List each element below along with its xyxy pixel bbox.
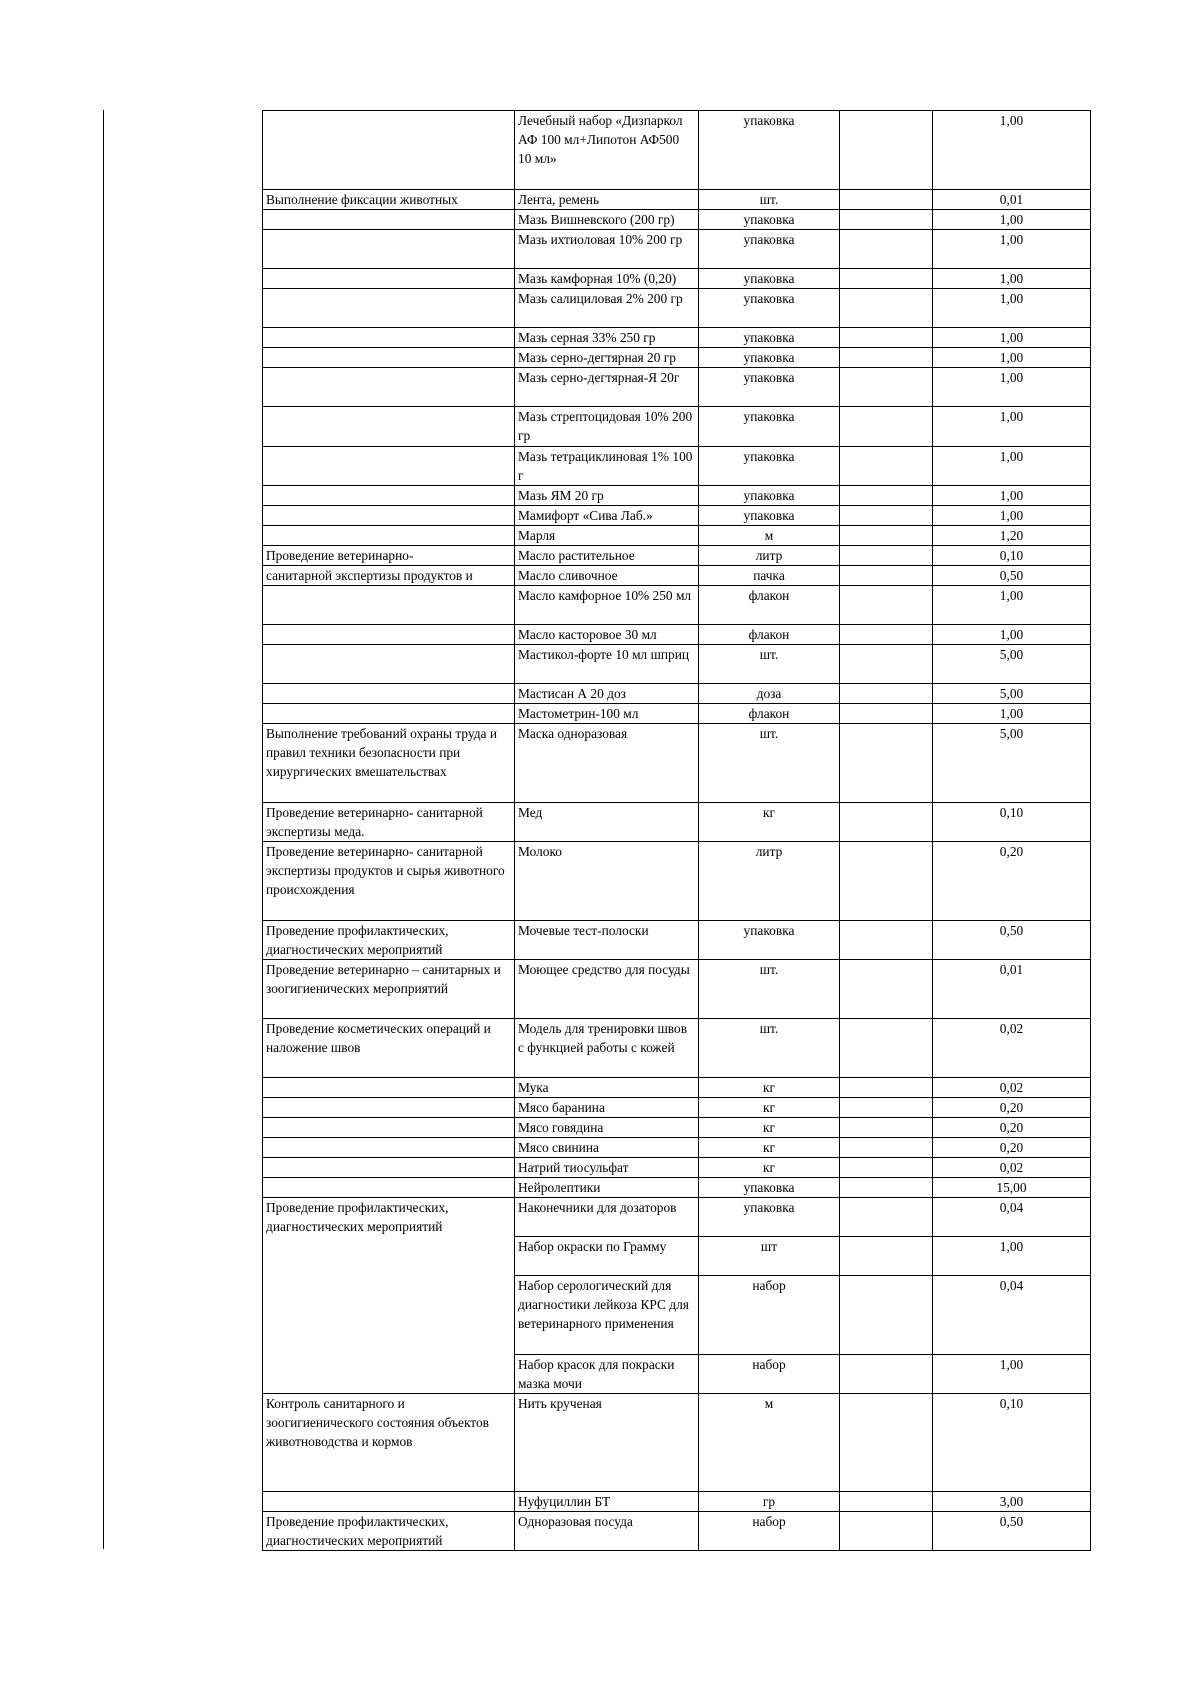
work-type-cell: Проведение ветеринарно- санитарной экспертизы меда.	[263, 803, 515, 842]
material-name-cell: Модель для тренировки швов с функцией работы с кожей	[515, 1019, 699, 1078]
unit-cell: упаковка	[699, 1198, 840, 1237]
extra-cell	[840, 368, 933, 407]
extra-cell	[840, 1019, 933, 1078]
table-row	[263, 921, 1091, 960]
table-row	[263, 1078, 1091, 1098]
extra-cell	[840, 1355, 933, 1394]
material-name-cell: Лечебный набор «Дизпаркол АФ 100 мл+Липотон АФ500 10 мл»	[515, 111, 699, 190]
material-name-cell: Набор окраски по Грамму	[515, 1237, 699, 1276]
quantity-cell: 1,00	[933, 506, 1091, 526]
work-type-cell	[263, 289, 515, 328]
work-type-cell	[263, 328, 515, 348]
material-name-cell: Мазь ЯМ 20 гр	[515, 486, 699, 506]
quantity-cell: 5,00	[933, 645, 1091, 684]
unit-cell: упаковка	[699, 921, 840, 960]
work-type-cell: Проведение профилактических, диагностических мероприятий	[263, 921, 515, 960]
material-name-cell: Мясо баранина	[515, 1098, 699, 1118]
quantity-cell: 1,00	[933, 586, 1091, 625]
table-row	[263, 328, 1091, 348]
extra-cell	[840, 506, 933, 526]
quantity-cell: 1,00	[933, 1237, 1091, 1276]
unit-cell: упаковка	[699, 506, 840, 526]
quantity-cell: 0,20	[933, 1118, 1091, 1138]
material-name-cell: Мазь Вишневского (200 гр)	[515, 210, 699, 230]
table-row	[263, 645, 1091, 684]
unit-cell: набор	[699, 1355, 840, 1394]
extra-cell	[840, 1492, 933, 1512]
extra-cell	[840, 724, 933, 803]
table-row	[263, 566, 1091, 586]
table-row	[263, 704, 1091, 724]
work-type-cell	[263, 1118, 515, 1138]
material-name-cell: Мед	[515, 803, 699, 842]
table-row	[263, 960, 1091, 1019]
extra-cell	[840, 1512, 933, 1551]
material-name-cell: Мамифорт «Сива Лаб.»	[515, 506, 699, 526]
quantity-cell: 1,00	[933, 447, 1091, 486]
material-name-cell: Мазь ихтиоловая 10% 200 гр	[515, 230, 699, 269]
material-name-cell: Масло сливочное	[515, 566, 699, 586]
quantity-cell: 3,00	[933, 1492, 1091, 1512]
quantity-cell: 0,02	[933, 1158, 1091, 1178]
work-type-cell: Проведение профилактических, диагностических мероприятий	[263, 1198, 515, 1394]
work-type-cell: Проведение ветеринарно – санитарных и зоогигиенических мероприятий	[263, 960, 515, 1019]
table-row	[263, 506, 1091, 526]
work-type-cell	[263, 368, 515, 407]
quantity-cell: 1,00	[933, 1355, 1091, 1394]
work-type-cell	[263, 111, 515, 190]
quantity-cell: 0,04	[933, 1198, 1091, 1237]
quantity-cell: 0,10	[933, 1394, 1091, 1492]
table-row	[263, 1158, 1091, 1178]
extra-cell	[840, 1276, 933, 1355]
extra-cell	[840, 645, 933, 684]
material-name-cell: Мочевые тест-полоски	[515, 921, 699, 960]
quantity-cell: 1,00	[933, 486, 1091, 506]
table-row	[263, 1492, 1091, 1512]
extra-cell	[840, 1138, 933, 1158]
extra-cell	[840, 190, 933, 210]
extra-cell	[840, 684, 933, 704]
extra-cell	[840, 230, 933, 269]
work-type-cell: Проведение профилактических, диагностических мероприятий	[263, 1512, 515, 1551]
work-type-cell	[263, 210, 515, 230]
extra-cell	[840, 526, 933, 546]
extra-cell	[840, 210, 933, 230]
unit-cell: литр	[699, 546, 840, 566]
quantity-cell: 1,00	[933, 269, 1091, 289]
material-name-cell: Мазь стрептоцидовая 10% 200 гр	[515, 407, 699, 447]
unit-cell: кг	[699, 1138, 840, 1158]
extra-cell	[840, 1178, 933, 1198]
material-name-cell: Нуфуциллин БТ	[515, 1492, 699, 1512]
material-name-cell: Масло растительное	[515, 546, 699, 566]
material-name-cell: Одноразовая посуда	[515, 1512, 699, 1551]
extra-cell	[840, 921, 933, 960]
work-type-cell	[263, 1098, 515, 1118]
material-name-cell: Молоко	[515, 842, 699, 921]
quantity-cell: 5,00	[933, 684, 1091, 704]
unit-cell: м	[699, 526, 840, 546]
material-name-cell: Мазь серно-дегтярная 20 гр	[515, 348, 699, 368]
unit-cell: шт.	[699, 724, 840, 803]
unit-cell: упаковка	[699, 328, 840, 348]
unit-cell: шт.	[699, 1019, 840, 1078]
work-type-cell: Контроль санитарного и зоогигиенического состояния объектов животноводства и кормов	[263, 1394, 515, 1492]
unit-cell: пачка	[699, 566, 840, 586]
unit-cell: набор	[699, 1276, 840, 1355]
quantity-cell: 1,00	[933, 289, 1091, 328]
extra-cell	[840, 625, 933, 645]
quantity-cell: 0,20	[933, 842, 1091, 921]
quantity-cell: 5,00	[933, 724, 1091, 803]
work-type-cell	[263, 230, 515, 269]
materials-table-body	[263, 111, 1091, 1551]
work-type-cell	[263, 625, 515, 645]
quantity-cell: 1,00	[933, 704, 1091, 724]
extra-cell	[840, 486, 933, 506]
table-row	[263, 1394, 1091, 1492]
work-type-cell	[263, 1078, 515, 1098]
material-name-cell: Набор серологический для диагностики лейкоза КРС для ветеринарного применения	[515, 1276, 699, 1355]
quantity-cell: 1,00	[933, 368, 1091, 407]
quantity-cell: 0,50	[933, 1512, 1091, 1551]
unit-cell: упаковка	[699, 269, 840, 289]
quantity-cell: 15,00	[933, 1178, 1091, 1198]
extra-cell	[840, 803, 933, 842]
material-name-cell: Наконечники для дозаторов	[515, 1198, 699, 1237]
work-type-cell	[263, 407, 515, 447]
unit-cell: флакон	[699, 625, 840, 645]
quantity-cell: 0,50	[933, 921, 1091, 960]
quantity-cell: 0,01	[933, 190, 1091, 210]
table-row	[263, 210, 1091, 230]
table-row	[263, 486, 1091, 506]
extra-cell	[840, 1118, 933, 1138]
work-type-cell	[263, 506, 515, 526]
material-name-cell: Мазь серно-дегтярная-Я 20г	[515, 368, 699, 407]
quantity-cell: 1,00	[933, 625, 1091, 645]
left-margin-rule	[103, 110, 104, 1549]
unit-cell: литр	[699, 842, 840, 921]
quantity-cell: 1,00	[933, 407, 1091, 447]
extra-cell	[840, 704, 933, 724]
table-row	[263, 586, 1091, 625]
material-name-cell: Нейролептики	[515, 1178, 699, 1198]
table-row	[263, 289, 1091, 328]
work-type-cell	[263, 486, 515, 506]
material-name-cell: Маска одноразовая	[515, 724, 699, 803]
work-type-cell	[263, 526, 515, 546]
quantity-cell: 0,20	[933, 1098, 1091, 1118]
material-name-cell: Мастометрин-100 мл	[515, 704, 699, 724]
extra-cell	[840, 960, 933, 1019]
work-type-cell	[263, 1492, 515, 1512]
extra-cell	[840, 328, 933, 348]
extra-cell	[840, 1078, 933, 1098]
material-name-cell: Масло касторовое 30 мл	[515, 625, 699, 645]
unit-cell: упаковка	[699, 447, 840, 486]
quantity-cell: 1,00	[933, 111, 1091, 190]
table-row	[263, 1098, 1091, 1118]
quantity-cell: 1,00	[933, 328, 1091, 348]
extra-cell	[840, 407, 933, 447]
unit-cell: упаковка	[699, 111, 840, 190]
unit-cell: упаковка	[699, 210, 840, 230]
material-name-cell: Мазь тетрациклиновая 1% 100 г	[515, 447, 699, 486]
table-row	[263, 1118, 1091, 1138]
table-row	[263, 1138, 1091, 1158]
unit-cell: упаковка	[699, 407, 840, 447]
work-type-cell: санитарной экспертизы продуктов и	[263, 566, 515, 586]
unit-cell: набор	[699, 1512, 840, 1551]
table-row	[263, 190, 1091, 210]
work-type-cell	[263, 586, 515, 625]
extra-cell	[840, 1158, 933, 1178]
material-name-cell: Набор красок для покраски мазка мочи	[515, 1355, 699, 1394]
material-name-cell: Мука	[515, 1078, 699, 1098]
work-type-cell	[263, 269, 515, 289]
unit-cell: кг	[699, 803, 840, 842]
table-row	[263, 842, 1091, 921]
materials-table	[262, 110, 1091, 1551]
work-type-cell: Выполнение фиксации животных	[263, 190, 515, 210]
table-row	[263, 546, 1091, 566]
work-type-cell: Выполнение требований охраны труда и правил техники безопасности при хирургических вмешательствах	[263, 724, 515, 803]
unit-cell: кг	[699, 1158, 840, 1178]
unit-cell: шт.	[699, 645, 840, 684]
extra-cell	[840, 111, 933, 190]
extra-cell	[840, 1198, 933, 1237]
material-name-cell: Лента, ремень	[515, 190, 699, 210]
work-type-cell: Проведение ветеринарно- санитарной экспертизы продуктов и сырья животного происхождения	[263, 842, 515, 921]
quantity-cell: 0,02	[933, 1019, 1091, 1078]
work-type-cell	[263, 1158, 515, 1178]
extra-cell	[840, 289, 933, 328]
quantity-cell: 0,50	[933, 566, 1091, 586]
work-type-cell	[263, 348, 515, 368]
table-row	[263, 625, 1091, 645]
quantity-cell: 1,00	[933, 210, 1091, 230]
table-row	[263, 368, 1091, 407]
table-row	[263, 684, 1091, 704]
unit-cell: гр	[699, 1492, 840, 1512]
material-name-cell: Мясо свинина	[515, 1138, 699, 1158]
quantity-cell: 1,00	[933, 230, 1091, 269]
material-name-cell: Мастисан А 20 доз	[515, 684, 699, 704]
table-row	[263, 724, 1091, 803]
quantity-cell: 0,04	[933, 1276, 1091, 1355]
quantity-cell: 0,10	[933, 803, 1091, 842]
unit-cell: кг	[699, 1118, 840, 1138]
table-row	[263, 111, 1091, 190]
extra-cell	[840, 1394, 933, 1492]
extra-cell	[840, 269, 933, 289]
table-row	[263, 1198, 1091, 1237]
quantity-cell: 0,02	[933, 1078, 1091, 1098]
table-row	[263, 526, 1091, 546]
material-name-cell: Мастикол-форте 10 мл шприц	[515, 645, 699, 684]
material-name-cell: Натрий тиосульфат	[515, 1158, 699, 1178]
quantity-cell: 0,01	[933, 960, 1091, 1019]
unit-cell: упаковка	[699, 230, 840, 269]
work-type-cell	[263, 1138, 515, 1158]
quantity-cell: 1,00	[933, 348, 1091, 368]
table-row	[263, 1178, 1091, 1198]
extra-cell	[840, 1098, 933, 1118]
unit-cell: упаковка	[699, 368, 840, 407]
extra-cell	[840, 348, 933, 368]
unit-cell: кг	[699, 1078, 840, 1098]
material-name-cell: Мазь камфорная 10% (0,20)	[515, 269, 699, 289]
unit-cell: упаковка	[699, 486, 840, 506]
quantity-cell: 0,10	[933, 546, 1091, 566]
unit-cell: шт.	[699, 190, 840, 210]
unit-cell: флакон	[699, 704, 840, 724]
work-type-cell	[263, 645, 515, 684]
extra-cell	[840, 1237, 933, 1276]
unit-cell: доза	[699, 684, 840, 704]
material-name-cell: Марля	[515, 526, 699, 546]
table-row	[263, 447, 1091, 486]
work-type-cell	[263, 704, 515, 724]
table-row	[263, 230, 1091, 269]
table-row	[263, 407, 1091, 447]
unit-cell: упаковка	[699, 289, 840, 328]
work-type-cell: Проведение косметических операций и наложение швов	[263, 1019, 515, 1078]
material-name-cell: Мазь серная 33% 250 гр	[515, 328, 699, 348]
unit-cell: кг	[699, 1098, 840, 1118]
quantity-cell: 1,20	[933, 526, 1091, 546]
table-row	[263, 1019, 1091, 1078]
extra-cell	[840, 566, 933, 586]
work-type-cell	[263, 684, 515, 704]
extra-cell	[840, 842, 933, 921]
work-type-cell: Проведение ветеринарно-	[263, 546, 515, 566]
unit-cell: шт.	[699, 960, 840, 1019]
unit-cell: м	[699, 1394, 840, 1492]
unit-cell: шт	[699, 1237, 840, 1276]
material-name-cell: Нить крученая	[515, 1394, 699, 1492]
table-row	[263, 803, 1091, 842]
material-name-cell: Мясо говядина	[515, 1118, 699, 1138]
extra-cell	[840, 447, 933, 486]
table-row	[263, 348, 1091, 368]
material-name-cell: Мазь салициловая 2% 200 гр	[515, 289, 699, 328]
quantity-cell: 0,20	[933, 1138, 1091, 1158]
table-row	[263, 1512, 1091, 1551]
extra-cell	[840, 546, 933, 566]
unit-cell: упаковка	[699, 1178, 840, 1198]
material-name-cell: Моющее средство для посуды	[515, 960, 699, 1019]
unit-cell: упаковка	[699, 348, 840, 368]
work-type-cell	[263, 1178, 515, 1198]
unit-cell: флакон	[699, 586, 840, 625]
extra-cell	[840, 586, 933, 625]
material-name-cell: Масло камфорное 10% 250 мл	[515, 586, 699, 625]
work-type-cell	[263, 447, 515, 486]
table-row	[263, 269, 1091, 289]
